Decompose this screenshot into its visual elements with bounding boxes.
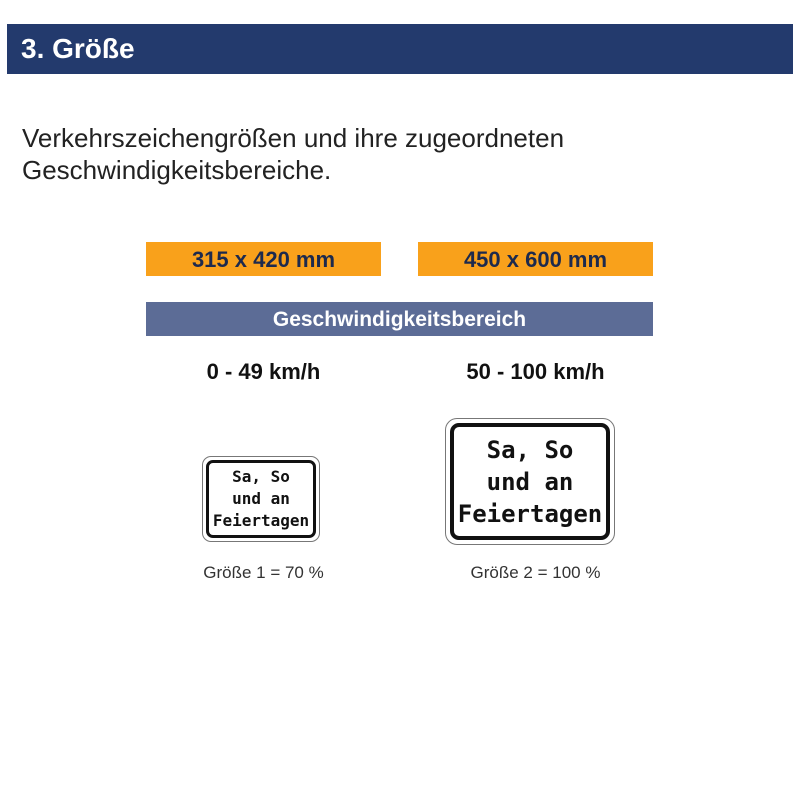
intro-line-1: Verkehrszeichengrößen und ihre zugeordneten xyxy=(22,123,565,153)
section-title: 3. Größe xyxy=(21,33,135,64)
intro-text xyxy=(22,122,762,186)
sign-text-line-1: Sa, So xyxy=(232,467,290,486)
sign-text-line-2: und an xyxy=(232,489,290,508)
sign-face xyxy=(206,460,316,538)
sign-size-2 xyxy=(445,418,615,545)
sign-face xyxy=(450,423,610,540)
speed-range-bar: Geschwindigkeitsbereich xyxy=(146,302,653,336)
sign-text-line-1: Sa, So xyxy=(486,435,574,464)
speed-range-2: 50 - 100 km/h xyxy=(466,359,605,384)
speed-range-1: 0 - 49 km/h xyxy=(206,359,321,384)
sign-text-line-3: Feiertagen xyxy=(212,511,310,530)
size-tag-2: 450 x 600 mm xyxy=(418,242,653,276)
size-tag-1: 315 x 420 mm xyxy=(146,242,381,276)
sign-text-line-2: und an xyxy=(486,467,574,496)
section-header xyxy=(7,24,793,74)
size-caption-1: Größe 1 = 70 % xyxy=(203,563,324,582)
size-caption-2: Größe 2 = 100 % xyxy=(470,563,601,582)
intro-line-2: Geschwindigkeitsbereiche. xyxy=(22,155,332,185)
sign-size-1 xyxy=(202,456,320,542)
sign-text-line-3: Feiertagen xyxy=(457,499,603,528)
